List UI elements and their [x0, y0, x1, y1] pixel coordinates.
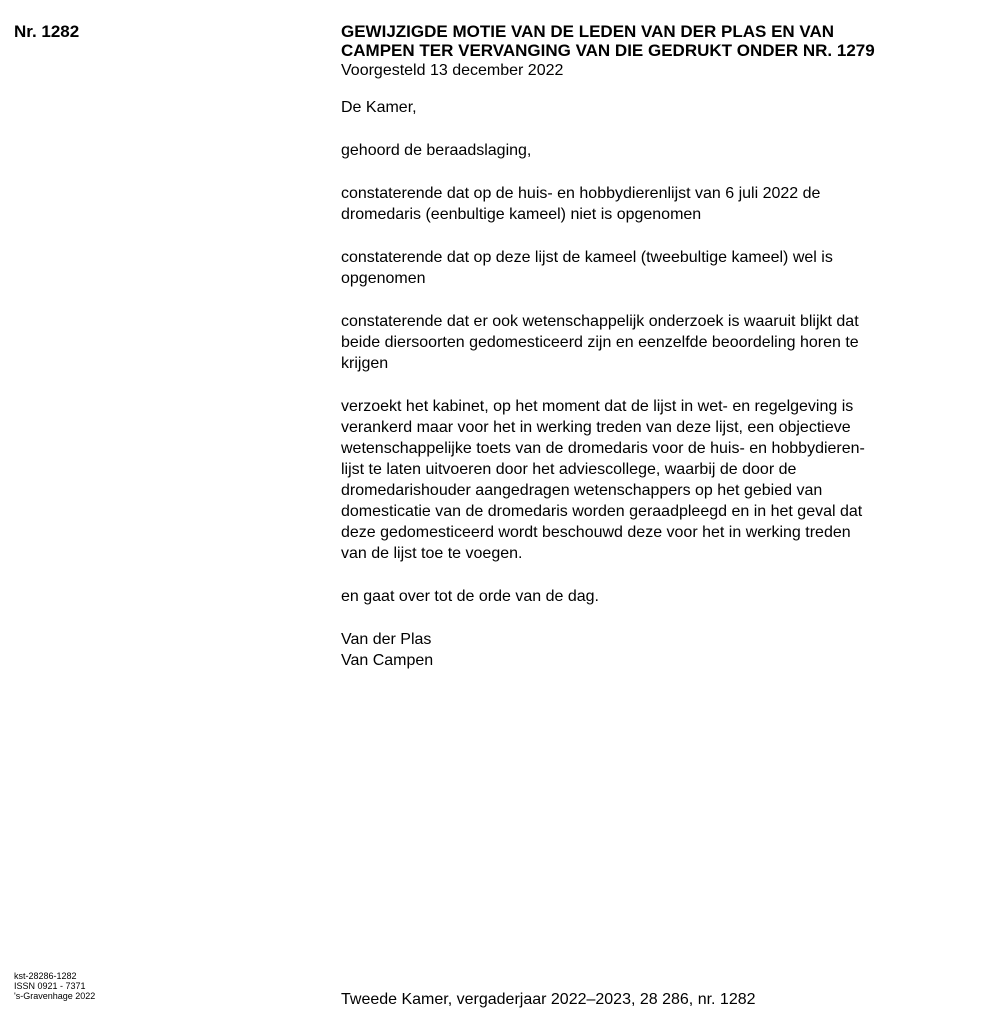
- considering-clause-2: [341, 247, 981, 289]
- heard-clause: gehoord de beraadslaging,: [341, 142, 532, 159]
- text-line: krijgen: [341, 355, 389, 372]
- signatory: Van Campen: [341, 652, 434, 669]
- text-line: verzoekt het kabinet, op het moment dat de lijst in wet- en regelgeving is: [341, 398, 854, 415]
- request-clause: [341, 396, 981, 564]
- colophon-line: 's-Gravenhage 2022: [14, 991, 96, 1001]
- document-number: Nr. 1282: [14, 22, 80, 41]
- motion-title-line: CAMPEN TER VERVANGING VAN DIE GEDRUKT ONDER NR. 1279: [341, 41, 875, 60]
- text-line: deze gedomesticeerd wordt beschouwd deze voor het in werking treden: [341, 524, 851, 541]
- text-line: constaterende dat er ook wetenschappelijk onderzoek is waaruit blijkt dat: [341, 313, 859, 330]
- text-line: wetenschappelijke toets van de dromedaris voor de huis- en hobbydieren-: [341, 440, 865, 457]
- motion-content: [341, 22, 981, 693]
- text-line: domesticatie van de dromedaris worden geraadpleegd en in het geval dat: [341, 503, 863, 520]
- proposed-date: Voorgesteld 13 december 2022: [341, 62, 564, 79]
- salutation: De Kamer,: [341, 99, 417, 116]
- text-line: lijst te laten uitvoeren door het adviescollege, waarbij de door de: [341, 461, 797, 478]
- closing-clause: en gaat over tot de orde van de dag.: [341, 588, 599, 605]
- text-line: dromedaris (eenbultige kameel) niet is opgenomen: [341, 206, 702, 223]
- motion-body: [341, 97, 981, 671]
- text-line: constaterende dat op de huis- en hobbydierenlijst van 6 juli 2022 de: [341, 185, 821, 202]
- signatories: [341, 629, 981, 671]
- considering-clause-1: [341, 183, 981, 225]
- text-line: van de lijst toe te voegen.: [341, 545, 523, 562]
- text-line: verankerd maar voor het in werking treden van deze lijst, een objectieve: [341, 419, 851, 436]
- signatory: Van der Plas: [341, 631, 432, 648]
- text-line: beide diersoorten gedomesticeerd zijn en eenzelfde beoordeling horen te: [341, 334, 859, 351]
- text-line: constaterende dat op deze lijst de kameel (tweebultige kameel) wel is: [341, 249, 833, 266]
- text-line: opgenomen: [341, 270, 426, 287]
- colophon-line: ISSN 0921 - 7371: [14, 981, 86, 991]
- motion-title-line: GEWIJZIGDE MOTIE VAN DE LEDEN VAN DER PLAS EN VAN: [341, 22, 835, 41]
- colophon-line: kst-28286-1282: [14, 971, 77, 981]
- text-line: dromedarishouder aangedragen wetenschappers op het gebied van: [341, 482, 823, 499]
- colophon: [14, 971, 95, 1001]
- page-footer: Tweede Kamer, vergaderjaar 2022–2023, 28 286, nr. 1282: [341, 991, 756, 1008]
- considering-clause-3: [341, 311, 981, 374]
- motion-title: [341, 22, 981, 60]
